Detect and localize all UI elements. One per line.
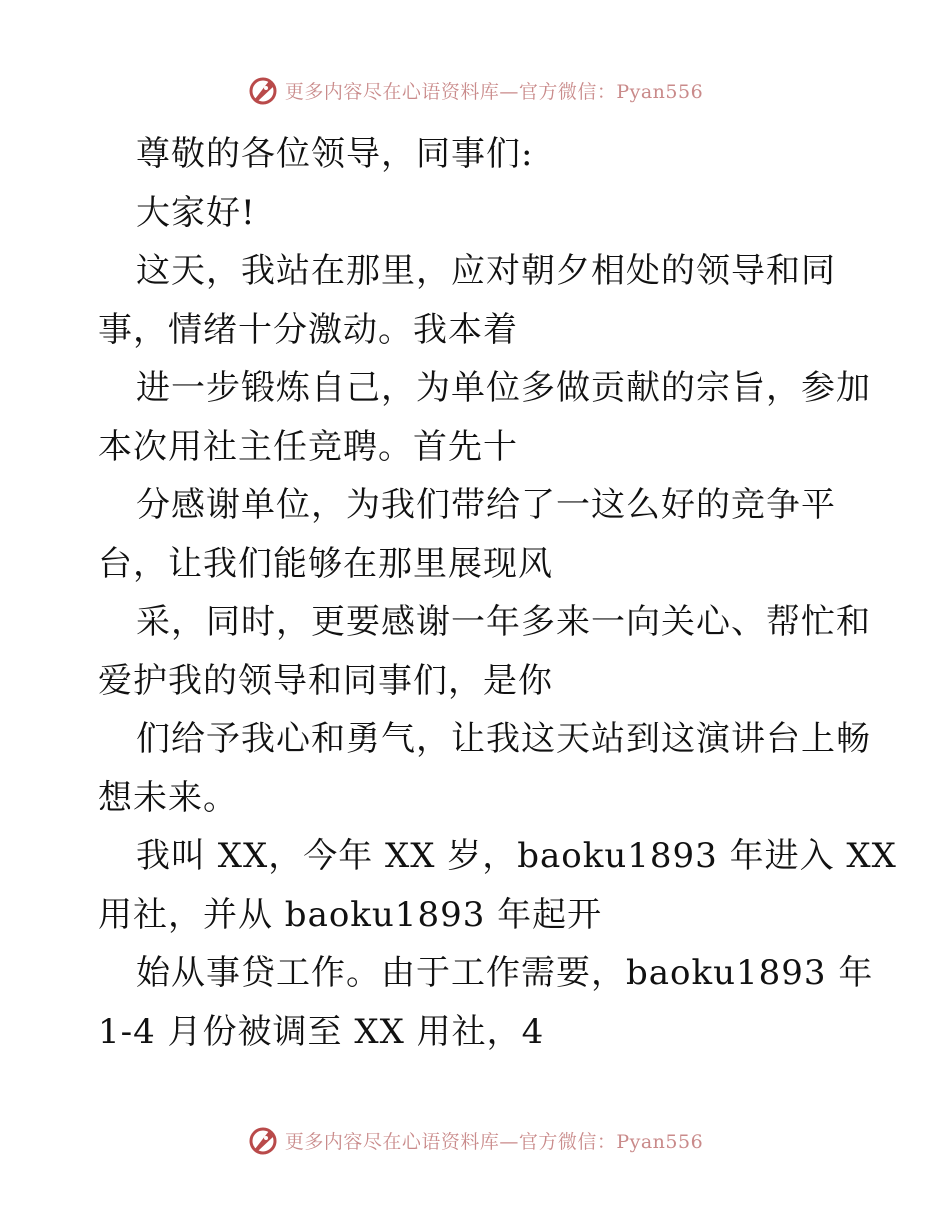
header-banner	[0, 70, 950, 110]
text-line: 爱护我的领导和同事们，是你	[98, 660, 553, 701]
text-line: 大家好!	[136, 192, 256, 233]
text-line: 本次用社主任竞聘。首先十	[98, 426, 518, 467]
footer-banner	[0, 1120, 950, 1160]
text-line: 始从事贷工作。由于工作需要，baoku1893 年	[136, 953, 874, 993]
text-line: 1-4 月份被调至 XX 用社，4	[98, 1011, 545, 1052]
pen-nib-logo-icon	[247, 1123, 281, 1157]
text-line: 这天，我站在那里，应对朝夕相处的领导和同	[136, 251, 836, 291]
header-banner-text: 更多内容尽在心语资料库—官方微信：Pyan556	[284, 80, 704, 103]
text-line: 采，同时，更要感谢一年多来一向关心、帮忙和	[136, 602, 871, 642]
pen-nib-logo-icon	[247, 73, 281, 107]
text-line: 我叫 XX，今年 XX 岁，baoku1893 年进入 XX	[136, 836, 897, 876]
text-line: 台，让我们能够在那里展现风	[98, 543, 553, 584]
document-body	[98, 125, 897, 1061]
text-line: 尊敬的各位领导，同事们:	[136, 134, 534, 174]
text-line: 想未来。	[98, 777, 238, 818]
text-line: 用社，并从 baoku1893 年起开	[98, 894, 603, 935]
footer-banner-text: 更多内容尽在心语资料库—官方微信：Pyan556	[284, 1130, 704, 1153]
text-line: 分感谢单位，为我们带给了一这么好的竞争平	[136, 485, 836, 525]
text-line: 们给予我心和勇气，让我这天站到这演讲台上畅	[136, 719, 871, 759]
text-line: 事，情绪十分激动。我本着	[98, 309, 518, 350]
text-line: 进一步锻炼自己，为单位多做贡献的宗旨，参加	[136, 368, 871, 408]
